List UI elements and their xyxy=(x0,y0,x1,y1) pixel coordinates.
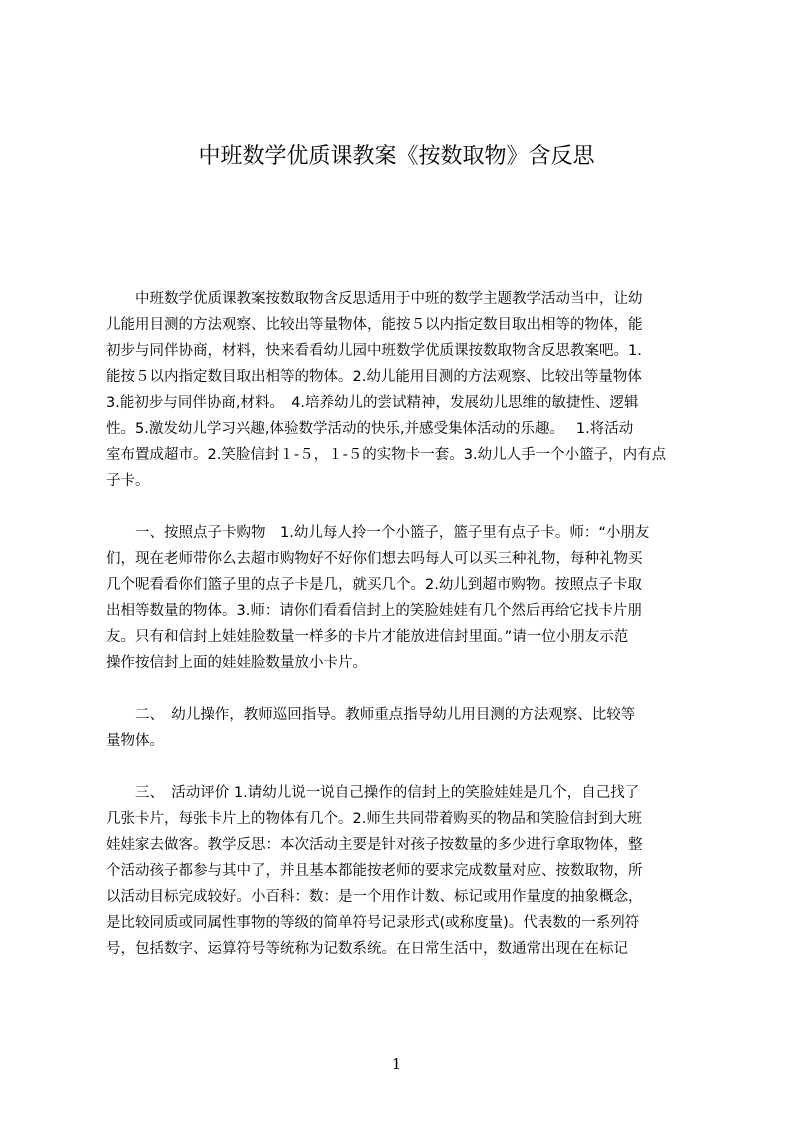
text-line: 几个呢看看你们篮子里的点子卡是几，就买几个。2.幼儿到超市购物。按照点子卡取 xyxy=(106,577,642,593)
text-line: 二、 幼儿操作，教师巡回指导。教师重点指导幼儿用目测的方法观察、比较等 xyxy=(106,707,636,723)
page-number: 1 xyxy=(391,1055,402,1073)
text-line: 3.能初步与同伴协商,材料。 4.培养幼儿的尝试精神，发展幼儿思维的敏捷性、逻辑 xyxy=(106,395,639,411)
text-line: 能按５以内指定数目取出相等的物体。2.幼儿能用目测的方法观察、比较出等量物体 xyxy=(106,369,642,385)
text-line: 操作按信封上面的娃娃脸数量放小卡片。 xyxy=(106,655,367,671)
text-line: 量物体。 xyxy=(106,733,164,749)
text-line: 性。5.激发幼儿学习兴趣,体验数学活动的快乐,并感受集体活动的乐趣。 1.将活动 xyxy=(106,421,634,437)
text-line: 娃娃家去做客。教学反思：本次活动主要是针对孩子按数量的多少进行拿取物体，整 xyxy=(106,837,643,853)
text-line: 室布置成超市。2.笑脸信封１-５，１-５的实物卡一套。3.幼儿人手一个小篮子，内有点 xyxy=(106,447,667,463)
text-line: 以活动目标完成较好。小百科：数：是一个用作计数、标记或用作量度的抽象概念， xyxy=(106,889,643,905)
paragraph-objectives xyxy=(106,286,696,494)
text-line: 中班数学优质课教案按数取物含反思适用于中班的数学主题教学活动当中，让幼 xyxy=(106,291,643,307)
paragraph-step-two xyxy=(106,702,696,754)
text-line: 三、 活动评价 1.请幼儿说一说自己操作的信封上的笑脸娃娃是几个，自己找了 xyxy=(106,785,640,801)
text-line: 初步与同伴协商，材料，快来看看幼儿园中班数学优质课按数取物含反思教案吧。1. xyxy=(106,343,642,359)
text-line: 是比较同质或同属性事物的等级的简单符号记录形式(或称度量)。代表数的一系列符 xyxy=(106,915,640,931)
text-line: 子卡。 xyxy=(106,473,150,489)
document-body xyxy=(106,286,696,988)
text-line: 几张卡片，每张卡片上的物体有几个。2.师生共同带着购买的物品和笑脸信封到大班 xyxy=(106,811,642,827)
text-line: 号，包括数字、运算符号等统称为记数系统。在日常生活中，数通常出现在在标记 xyxy=(106,941,628,957)
text-line: 儿能用目测的方法观察、比较出等量物体，能按５以内指定数目取出相等的物体，能 xyxy=(106,317,643,333)
text-line: 出相等数量的物体。3.师：请你们看看信封上的笑脸娃娃有几个然后再给它找卡片朋 xyxy=(106,603,642,619)
paragraph-step-one xyxy=(106,520,696,676)
text-line: 个活动孩子都参与其中了，并且基本都能按老师的要求完成数量对应、按数取物，所 xyxy=(106,863,643,879)
paragraph-step-three xyxy=(106,780,696,962)
text-line: 一、按照点子卡购物 1.幼儿每人拎一个小篮子，篮子里有点子卡。师：“小朋友 xyxy=(106,525,650,541)
text-line: 友。只有和信封上娃娃脸数量一样多的卡片才能放进信封里面。”请一位小朋友示范 xyxy=(106,629,629,645)
text-line: 们，现在老师带你么去超市购物好不好你们想去吗每人可以买三种礼物，每种礼物买 xyxy=(106,551,643,567)
document-title: 中班数学优质课教案《按数取物》含反思 xyxy=(198,144,595,169)
